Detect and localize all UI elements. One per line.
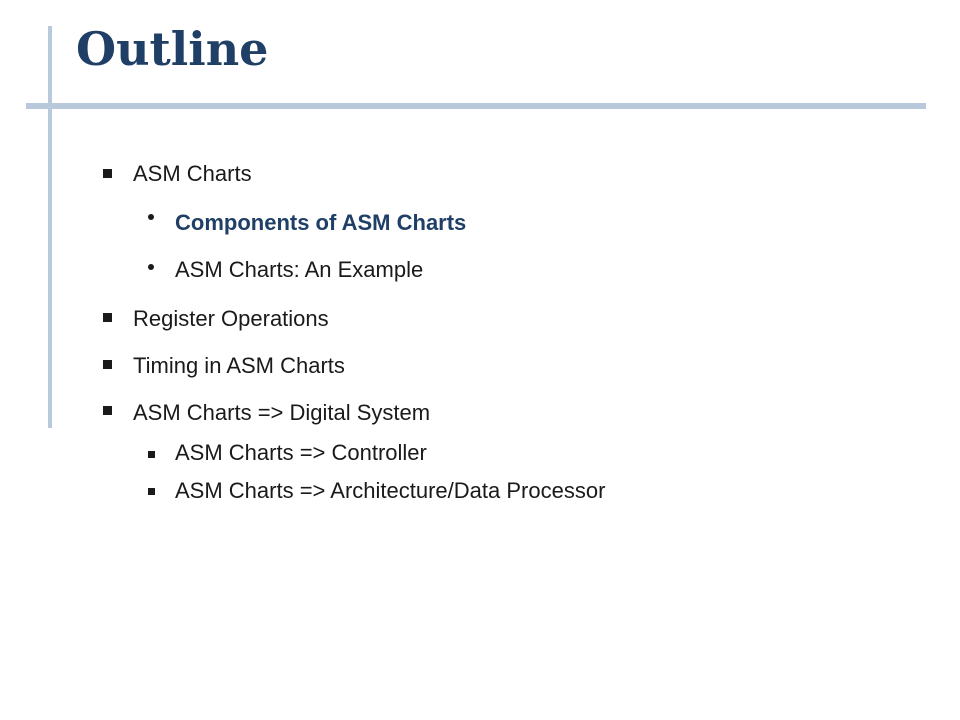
square-bullet-icon	[103, 313, 112, 322]
outline-item-example: ASM Charts: An Example	[175, 257, 424, 282]
square-bullet-icon	[103, 360, 112, 369]
outline-item-asm-charts: ASM Charts	[133, 161, 252, 186]
outline-item-components: Components of ASM Charts	[175, 210, 467, 235]
outline-item-timing: Timing in ASM Charts	[133, 353, 345, 378]
outline-item-register-operations: Register Operations	[133, 306, 329, 331]
slide-title: Outline	[76, 22, 269, 76]
square-bullet-icon	[148, 451, 155, 458]
outline-item-controller: ASM Charts => Controller	[175, 440, 427, 465]
outline-item-digital-system: ASM Charts => Digital System	[133, 400, 431, 425]
horizontal-accent-rule	[26, 103, 926, 109]
dot-bullet-icon	[148, 264, 154, 270]
square-bullet-icon	[148, 488, 155, 495]
outline-item-architecture: ASM Charts => Architecture/Data Processor	[175, 478, 606, 503]
dot-bullet-icon	[148, 214, 154, 220]
square-bullet-icon	[103, 169, 112, 178]
vertical-accent-rule	[48, 26, 52, 428]
square-bullet-icon	[103, 406, 112, 415]
